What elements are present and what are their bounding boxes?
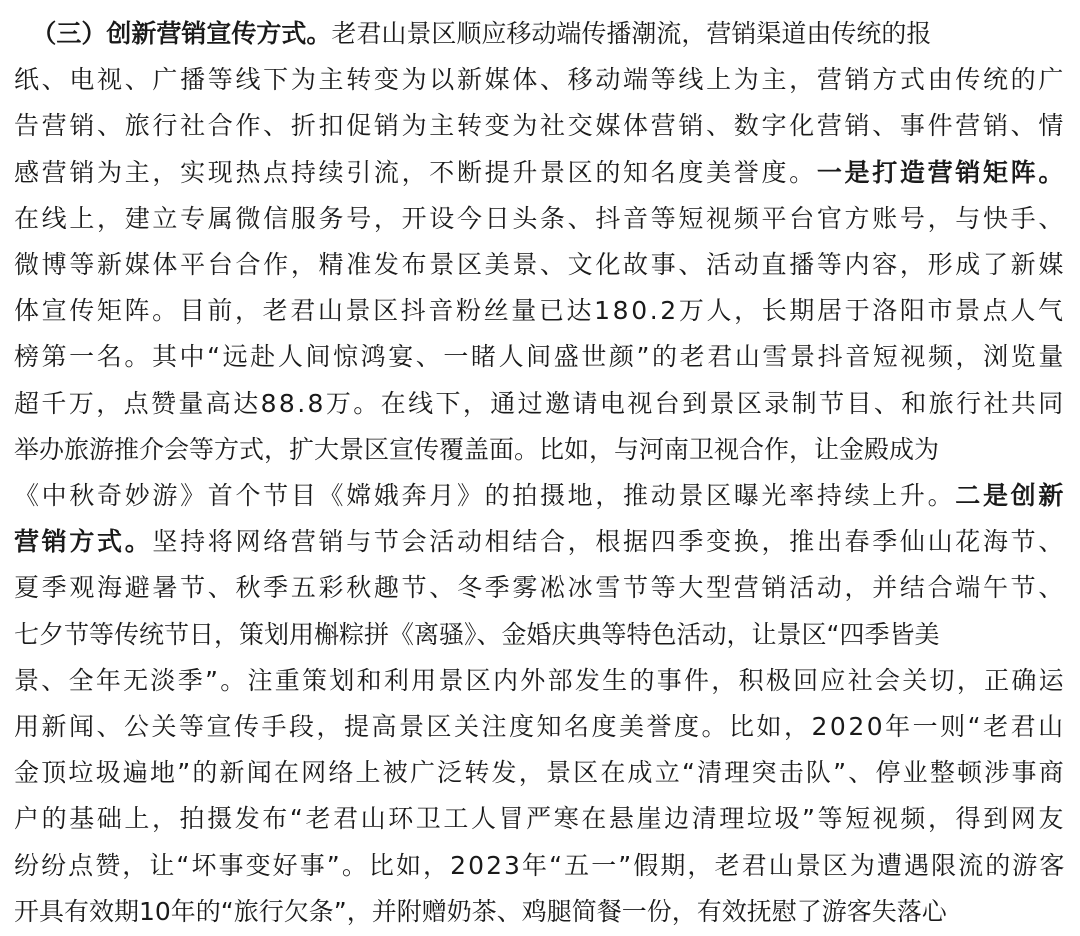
- text-line: [14, 289, 1066, 333]
- body-text: 纷纷点赞，让“坏事变好事”。比如，2023年“五一”假期，老君山景区为遭遇限流的游客: [14, 850, 1067, 880]
- bold-text: （三）创新营销宣传方式。: [14, 19, 332, 48]
- text-line: [14, 797, 1066, 841]
- text-line: [14, 428, 939, 472]
- body-text: 纸、电视、广播等线下为主转变为以新媒体、移动端等线上为主，营销方式由传统的广: [14, 65, 1067, 95]
- body-text: 金顶垃圾遍地”的新闻在网络上被广泛转发，景区在成立“清理突击队”、停业整顿涉事商: [14, 758, 1066, 788]
- text-line: [14, 382, 1066, 426]
- body-text: 《中秋奇妙游》首个节目《嫦娥奔月》的拍摄地，推动景区曝光率持续上升。: [14, 481, 956, 510]
- body-text: 微博等新媒体平台合作，精准发布景区美景、文化故事、活动直播等内容，形成了新媒: [14, 250, 1067, 279]
- text-line: [14, 58, 1066, 102]
- text-line: [14, 890, 947, 934]
- text-line: [14, 474, 1066, 518]
- text-line: [14, 613, 939, 657]
- text-line: [14, 151, 1066, 195]
- body-text: 七夕节等传统节日，策划用槲粽拼《离骚》、金婚庆典等特色活动，让景区“四季皆美: [14, 619, 940, 649]
- body-text: 用新闻、公关等宣传手段，提高景区关注度知名度美誉度。比如，2020年一则“老君山: [14, 712, 1066, 741]
- bold-text: 一是打造营销矩阵。: [816, 157, 1067, 187]
- text-line: [14, 659, 1066, 703]
- text-line: [14, 12, 931, 56]
- body-text: 景、全年无淡季”。注重策划和利用景区内外部发生的事件，积极回应社会关切，正确运: [14, 665, 1066, 695]
- text-line: [14, 104, 1066, 148]
- body-text: 夏季观海避暑节、秋季五彩秋趣节、冬季雾凇冰雪节等大型营销活动，并结合端午节、: [14, 573, 1067, 603]
- body-text: 举办旅游推介会等方式，扩大景区宣传覆盖面。比如，与河南卫视合作，让金殿成为: [14, 434, 940, 464]
- text-line: [14, 751, 1066, 795]
- text-line: [14, 335, 1066, 379]
- body-text: 老君山景区顺应移动端传播潮流，营销渠道由传统的报: [331, 19, 932, 48]
- body-text: 坚持将网络营销与节会活动相结合，根据四季变换，推出春季仙山花海节、: [152, 527, 1067, 557]
- body-text: 超千万，点赞量高达88.8万。在线下，通过邀请电视台到景区录制节目、和旅行社共同: [14, 388, 1066, 418]
- text-line: [14, 566, 1066, 610]
- text-line: [14, 243, 1066, 287]
- text-line: [14, 520, 1066, 564]
- body-text: 体宣传矩阵。目前，老君山景区抖音粉丝量已达180.2万人，长期居于洛阳市景点人气: [14, 296, 1066, 326]
- body-text: 告营销、旅行社合作、折扣促销为主转变为社交媒体营销、数字化营销、事件营销、情: [14, 111, 1067, 141]
- body-text: 感营销为主，实现热点持续引流，不断提升景区的知名度美誉度。: [14, 157, 817, 187]
- bold-text: 二是创新: [955, 481, 1067, 510]
- body-text: 开具有效期10年的“旅行欠条”，并附赠奶茶、鸡腿简餐一份，有效抚慰了游客失落心: [14, 896, 947, 926]
- text-line: [14, 705, 1066, 749]
- text-line: [14, 197, 1066, 241]
- bold-text: 营销方式。: [14, 527, 153, 557]
- body-text: 在线上，建立专属微信服务号，开设今日头条、抖音等短视频平台官方账号，与快手、: [14, 203, 1067, 233]
- text-line: [14, 844, 1066, 888]
- body-text: 户的基础上，拍摄发布“老君山环卫工人冒严寒在悬崖边清理垃圾”等短视频，得到网友: [14, 804, 1066, 834]
- body-text: 榜第一名。其中“远赴人间惊鸿宴、一睹人间盛世颜”的老君山雪景抖音短视频，浏览量: [14, 342, 1066, 372]
